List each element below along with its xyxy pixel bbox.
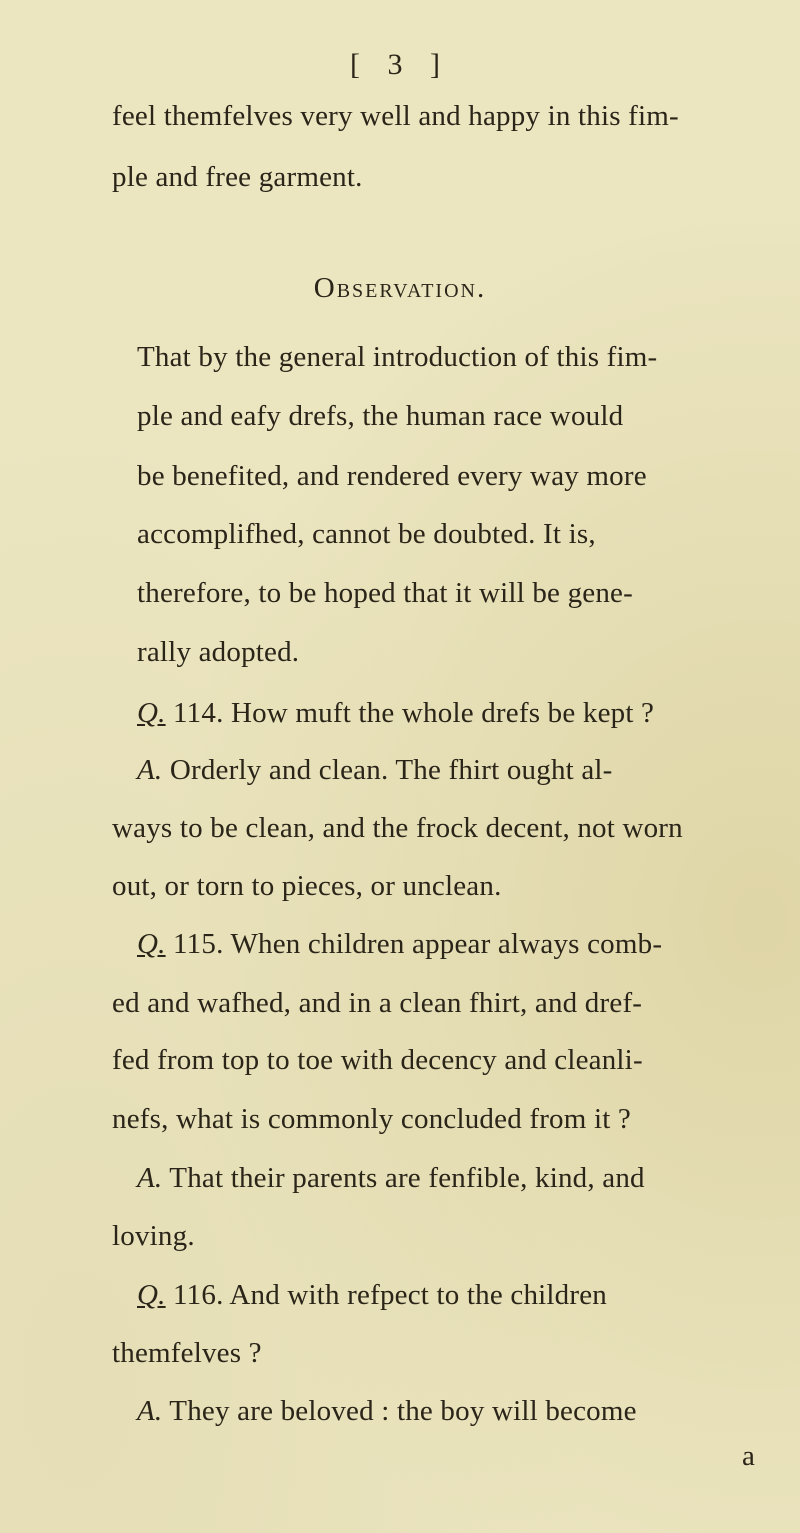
answer-text: Orderly and clean. The fhirt ought al-	[162, 754, 613, 786]
answer-line	[137, 1393, 637, 1429]
text-line: ways to be clean, and the frock decent, not worn	[112, 812, 683, 844]
text-line: ple and eafy drefs, the human race would	[137, 400, 624, 432]
question-text: 115. When children appear always comb-	[165, 928, 663, 960]
text-line: loving.	[112, 1220, 195, 1252]
text-line: That by the general introduction of this fim-	[137, 341, 658, 373]
text-line: feel themfelves very well and happy in this fim-	[112, 100, 679, 132]
answer-line	[137, 1160, 645, 1196]
text-line: ple and free garment.	[112, 161, 363, 193]
answer-text: That their parents are fenfible, kind, and	[162, 1162, 645, 1194]
question-line	[137, 695, 654, 731]
text-line: out, or torn to pieces, or unclean.	[112, 870, 502, 902]
text-line: therefore, to be hoped that it will be gene-	[137, 577, 633, 609]
answer-line	[137, 752, 613, 788]
question-mark: Q.	[137, 697, 166, 729]
question-mark: Q.	[137, 928, 166, 960]
text-line: ed and wafhed, and in a clean fhirt, and dref-	[112, 987, 643, 1019]
text-line: nefs, what is commonly concluded from it ?	[112, 1103, 632, 1135]
text-line: rally adopted.	[137, 636, 300, 668]
answer-text: They are beloved : the boy will become	[162, 1395, 637, 1427]
question-text: 114. How muft the whole drefs be kept ?	[165, 697, 655, 729]
question-mark: Q.	[137, 1279, 166, 1311]
text-line: themfelves ?	[112, 1337, 262, 1369]
question-line	[137, 1277, 607, 1313]
text-line: be benefited, and rendered every way more	[137, 460, 647, 492]
answer-mark: A.	[137, 1162, 163, 1194]
question-text: 116. And with refpect to the children	[165, 1279, 608, 1311]
catchword: a	[742, 1440, 755, 1472]
text-line: fed from top to toe with decency and cleanli-	[112, 1044, 643, 1076]
answer-mark: A.	[137, 754, 163, 786]
section-heading: Observation.	[313, 272, 487, 304]
answer-mark: A.	[137, 1395, 163, 1427]
text-line: accomplifhed, cannot be doubted. It is,	[137, 518, 596, 550]
question-line	[137, 926, 662, 962]
page-number: [ 3 ]	[350, 48, 450, 81]
